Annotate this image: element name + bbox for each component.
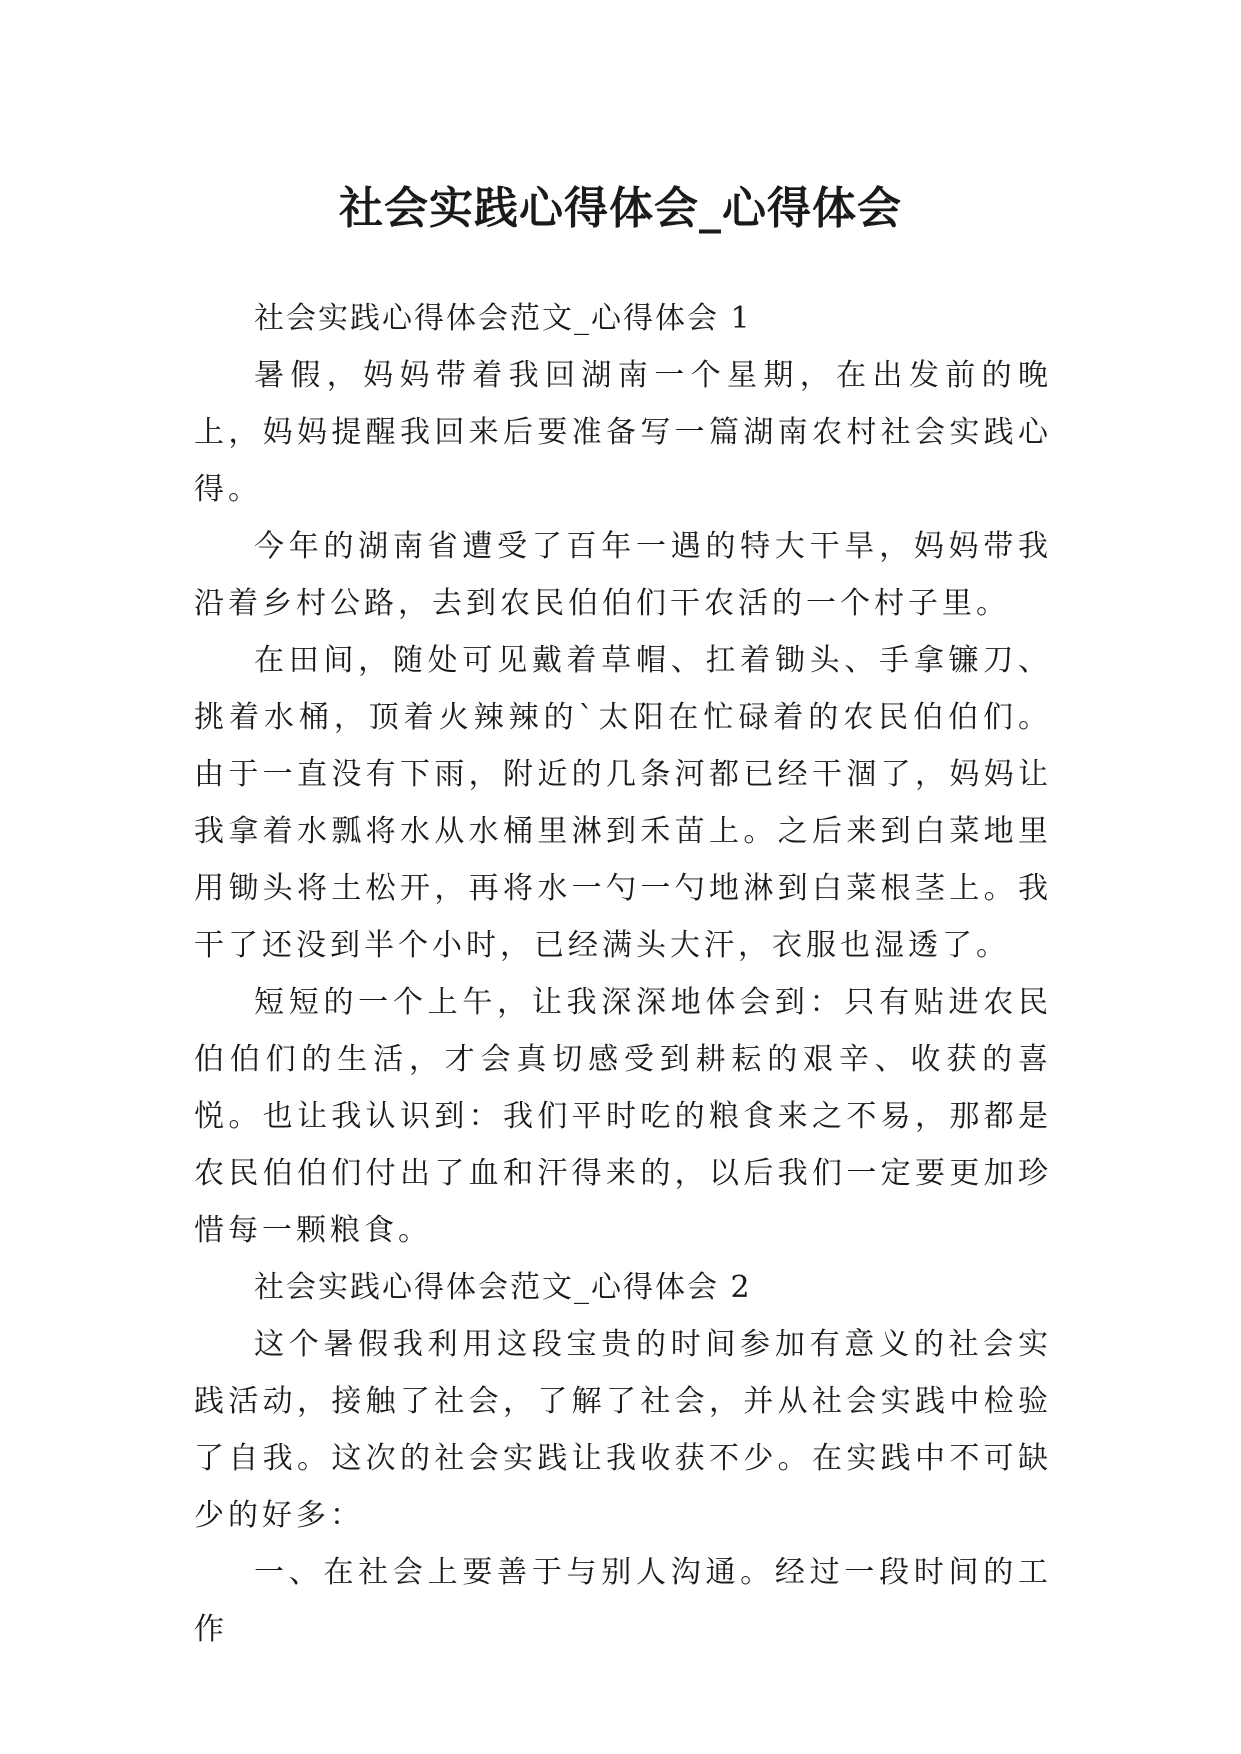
section-heading: 社会实践心得体会范文_心得体会 1	[254, 301, 752, 336]
document-body	[194, 290, 1052, 1658]
paragraph: 暑假，妈妈带着我回湖南一个星期，在出发前的晚上，妈妈提醒我回来后要准备写一篇湖南农村社会实践心得。	[194, 358, 1052, 507]
paragraph: 今年的湖南省遭受了百年一遇的特大干旱，妈妈带我沿着乡村公路，去到农民伯伯们干农活的一个村子里。	[194, 529, 1052, 621]
paragraph: 短短的一个上午，让我深深地体会到：只有贴进农民伯伯们的生活，才会真切感受到耕耘的艰辛、收获的喜悦。也让我认识到：我们平时吃的粮食来之不易，那都是农民伯伯们付出了血和汗得来的，以后我们一定要更加珍惜每一颗粮食。	[194, 985, 1052, 1248]
page-title: 社会实践心得体会_心得体会	[339, 183, 902, 235]
paragraph: 在田间，随处可见戴着草帽、扛着锄头、手拿镰刀、挑着水桶，顶着火辣辣的`太阳在忙碌着的农民伯伯们。由于一直没有下雨，附近的几条河都已经干涸了，妈妈让我拿着水瓢将水从水桶里淋到禾苗上。之后来到白菜地里用锄头将土松开，再将水一勺一勺地淋到白菜根茎上。我干了还没到半个小时，已经满头大汗，衣服也湿透了。	[194, 643, 1052, 963]
section-heading: 社会实践心得体会范文_心得体会 2	[254, 1270, 752, 1305]
paragraph: 这个暑假我利用这段宝贵的时间参加有意义的社会实践活动，接触了社会，了解了社会，并从社会实践中检验了自我。这次的社会实践让我收获不少。在实践中不可缺少的好多：	[194, 1327, 1052, 1533]
paragraph: 一、在社会上要善于与别人沟通。经过一段时间的工作	[194, 1555, 1052, 1647]
